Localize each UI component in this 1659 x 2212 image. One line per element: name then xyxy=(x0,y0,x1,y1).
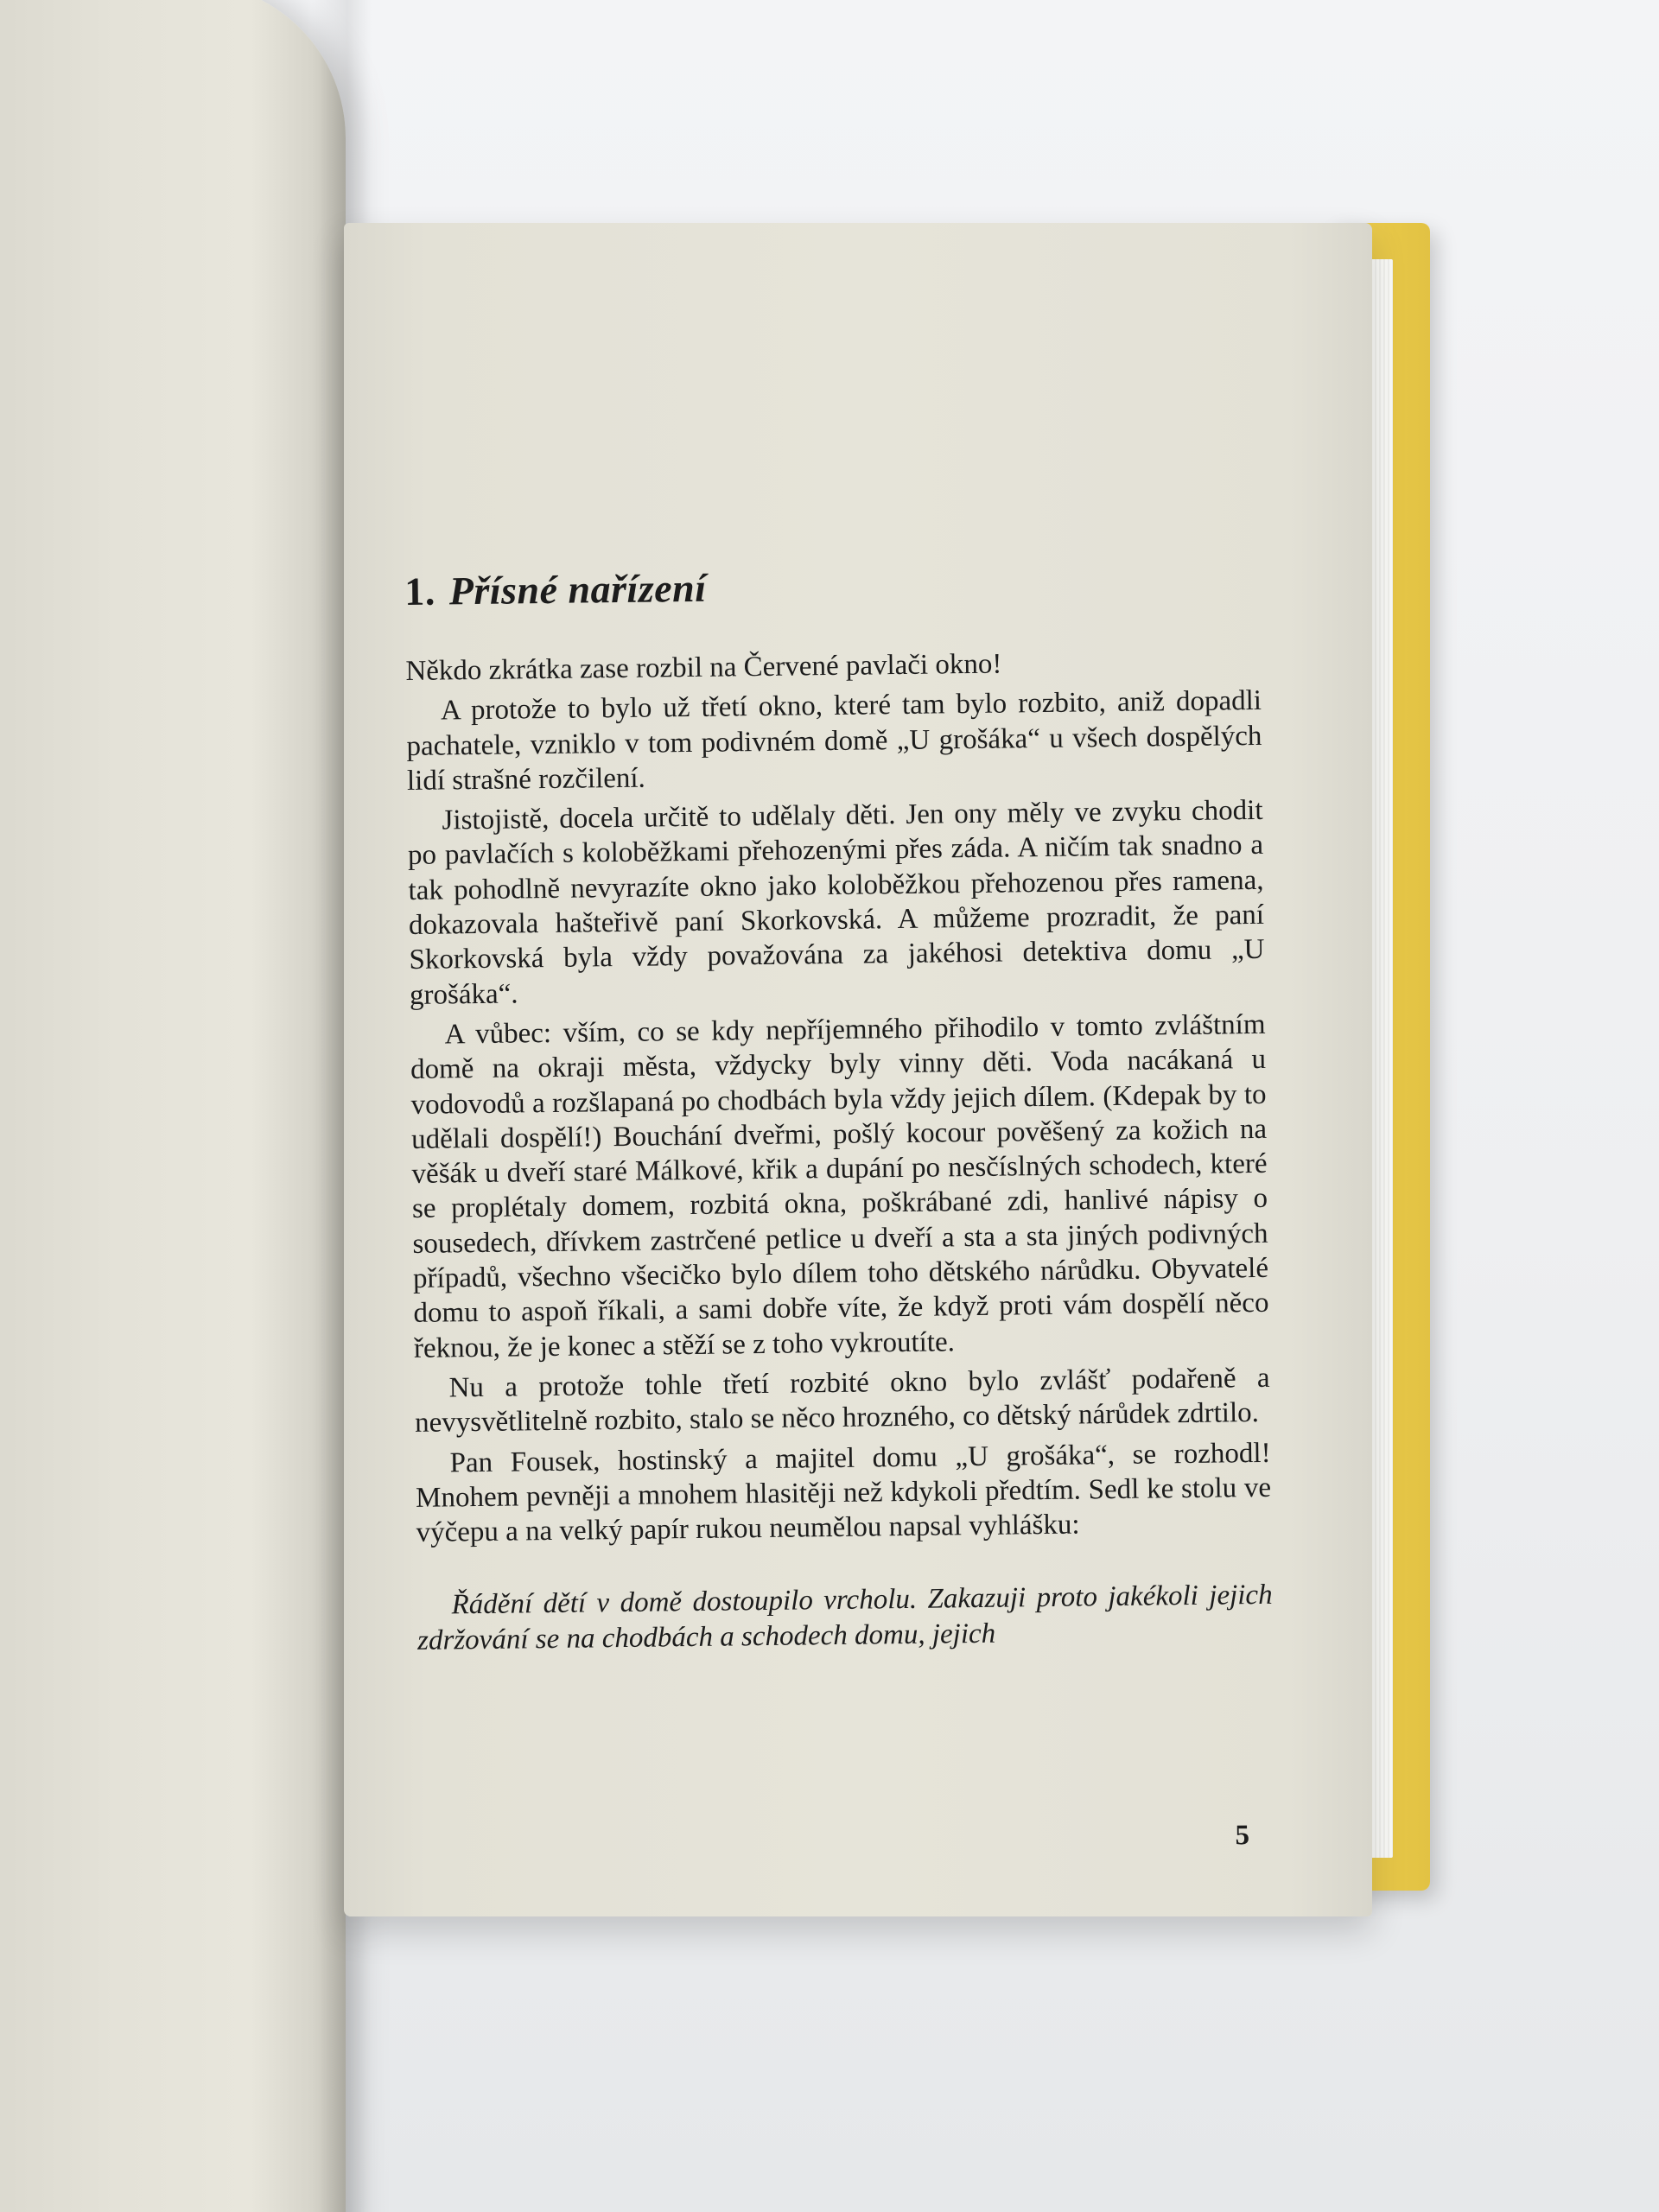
paragraph: Nu a protože tohle třetí rozbité okno bylo zvlášť podařeně a nevysvětlitelně rozbito, stalo se něco hrozného, co dětský nárůdek zdrtilo. xyxy=(414,1362,1270,1440)
page-number: 5 xyxy=(1235,1820,1250,1852)
show-through-text xyxy=(0,95,276,700)
proclamation-quote: Řádění dětí v domě dostoupilo vrcholu. Zakazuji proto jakékoli jejich zdržování se na chodbách a schodech domu, jejich xyxy=(416,1580,1273,1656)
paragraph: Pan Fousek, hostinský a majitel domu „U grošáka“, se rozhodl! Mnohem pevněji a mnohem hlasitěji než kdykoli předtím. Sedl ke stolu ve výčepu a na velký papír rukou neumělou napsal vyhlášku: xyxy=(415,1437,1272,1549)
paragraph: A protože to bylo už třetí okno, které tam bylo rozbito, aniž dopadli pachatele, vzniklo v tom podivném domě „U grošáka“ u všech dospělých lidí strašné rozčilení. xyxy=(406,685,1262,797)
left-page xyxy=(0,0,346,2212)
paragraph: Někdo zkrátka zase rozbil na Červené pavlači okno! xyxy=(405,648,1002,687)
chapter-title: Přísné nařízení xyxy=(448,565,707,613)
page-content xyxy=(404,558,1275,1865)
chapter-number: 1. xyxy=(404,569,436,613)
chapter-heading xyxy=(404,558,1261,614)
body-text xyxy=(405,644,1273,1658)
paragraph: Jistojistě, docela určitě to udělaly děti. Jen ony měly ve zvyku chodit po pavlačích s koloběžkami přehozenými přes záda. A ničím tak snadno a tak pohodlně nevyrazíte okno jako koloběžkou přehozenou přes ramena, dokazovala hašteřivě paní Skorkovská. A můžeme prozradit, že paní Skorkovská byla vždy považována za jakéhosi detektiva domu „U grošáka“. xyxy=(407,795,1265,1011)
right-page xyxy=(344,223,1372,1916)
paragraph: A vůbec: vším, co se kdy nepříjemného přihodilo v tomto zvláštním domě na okraji města, vždycky byly vinny děti. Voda nacákaná u vodovodů a rozšlapaná po chodbách byla vždy jejich dílem. (Kdepak by to udělali dospělí!) Bouchání dveřmi, pošlý kocour pověšený za kožich na věšák u dveří staré Málkové, křik a dupání po nesčíslných schodech, které se proplétaly domem, rozbitá okna, poškrábané zdi, hanlivé nápisy o sousedech, dřívkem zastrčené petlice u dveří a sta a sta jiných podivných případů, všechno všecičko bylo dílem toho dětského nárůdku. Obyvatelé domu to aspoň říkali, a sami dobře víte, že když proti vám dospělí něco řeknou, že je konec a stěží se z toho vykroutíte. xyxy=(410,1008,1269,1364)
